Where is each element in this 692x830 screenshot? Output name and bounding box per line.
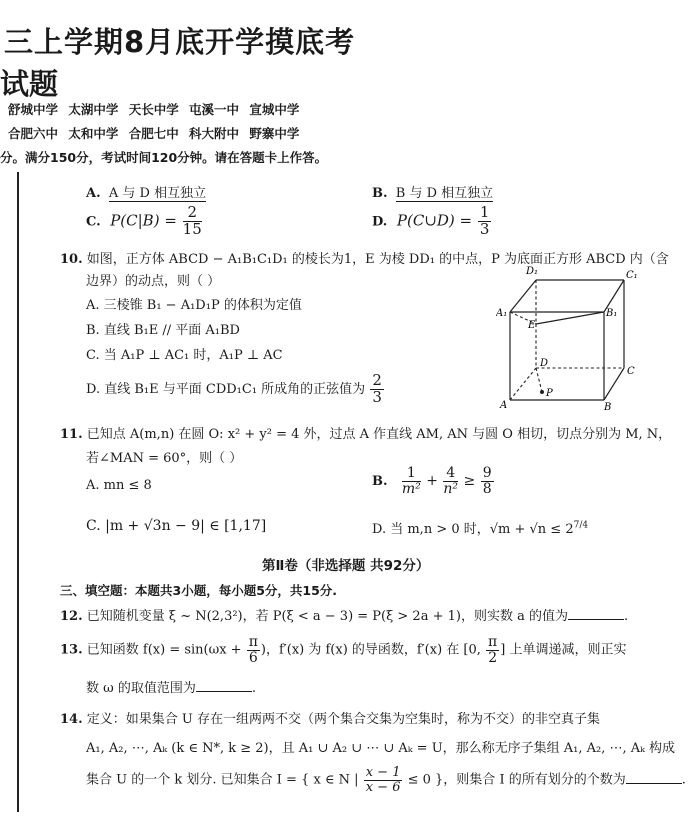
q9-option-c: C. P(C|B) = $\frac{2}{15}$ [86,203,202,238]
label-d1: D₁ [526,266,539,277]
schools-row-2: 合肥六中 太和中学 合肥七中 科大附中 野寨中学 [8,126,300,141]
q11-stem-line1: 11. 已知点 A(m,n) 在圆 O: x² + y² = 4 外，过点 A 作直线 AM, AN 与圆 O 相切，切点分别为 M, N， [60,427,672,442]
label-a: A [500,400,508,411]
label-e: E [528,320,536,331]
q11-option-c: C. |m + √3n − 9| ∈ [1,17] [86,518,267,534]
q14-line2: A₁, A₂, ⋯, Aₖ (k ∈ N*, k ≥ 2)，且 A₁ ∪ A₂ ∪ ⋯ ∪ Aₖ = U，那么称无序子集组 A₁, A₂, ⋯, Aₖ 构成 [86,741,676,756]
q10-stem-line2: 边界）的动点，则（ ） [86,274,221,289]
q10-option-c: C. 当 A₁P ⊥ AC₁ 时，A₁P ⊥ AC [86,348,283,363]
fill-blank-section-heading: 三、填空题：本题共3小题，每小题5分，共15分. [60,583,338,598]
q9-option-b: B. B 与 D 相互独立 [372,186,494,201]
q10-option-d: D. 直线 B₁E 与平面 CDD₁C₁ 所成角的正弦值为 $\frac{2}{3}$ [86,371,382,406]
segment-eb1 [536,312,604,324]
edge-a1d1 [510,280,536,312]
part2-title: 第Ⅱ卷（非选择题 共92分） [262,558,430,574]
segment-dp [536,368,542,392]
edge-ad [510,368,536,400]
q10-stem-line1: 10. 如图，正方体 ABCD − A₁B₁C₁D₁ 的棱长为1，E 为棱 DD₁ 的中点，P 为底面正方形 ABCD 内（含 [60,252,669,267]
schools-row-1: 舒城中学 太湖中学 天长中学 屯溪一中 宣城中学 [8,102,300,117]
q13-line1: 13. 已知函数 f(x) = sin(ωx + $\frac{\pi}{6}$ )，f′(x) 为 f(x) 的导函数，f′(x) 在 [0, $\frac{\pi}{2}$ ] 上单调递减，则正实 [60,634,627,666]
exam-note: 分。满分150分，考试时间120分钟。请在答题卡上作答。 [0,150,328,165]
q9-option-d: D. P(C∪D) = $\frac{1}{3}$ [372,203,490,238]
label-p: P [546,388,553,399]
point-p [540,390,544,394]
label-b1: B₁ [606,308,618,319]
label-c1: C₁ [626,270,638,281]
q12-answer-blank [568,607,624,620]
q9-option-a: A. A 与 D 相互独立 [86,186,207,201]
q14-line3: 集合 U 的一个 k 划分. 已知集合 I = { x ∈ N | $\frac{x - 1}{x - 6}$ ≤ 0 }，则集合 I 的所有划分的个数为 . [86,765,686,795]
q12: 12. 已知随机变量 ξ ~ N(2,3²)，若 P(ξ < a − 3) = P(ξ > 2a + 1)，则实数 a 的值为 . [60,609,629,624]
q14-answer-blank [626,771,682,784]
label-b: B [604,402,612,412]
margin-line [17,172,19,812]
q11-stem-line2: 若∠MAN = 60°，则（ ） [86,451,243,466]
label-a1: A₁ [496,308,508,319]
q13-line2: 数 ω 的取值范围为 . [86,681,257,696]
q10-option-b: B. 直线 B₁E // 平面 A₁BD [86,323,240,338]
q11-option-b: B. $\frac{1}{\text{m²}}$ + $\frac{4}{\text{n²}}$ ≥ $\frac{9}{8}$ [372,465,492,497]
edge-bc [604,368,624,400]
q10-option-a: A. 三棱锥 B₁ − A₁D₁P 的体积为定值 [86,298,302,313]
label-d: D [540,358,549,369]
label-c: C [627,366,635,377]
q13-answer-blank [196,679,252,692]
exam-subtitle: 试题 [0,67,59,101]
cube-figure [496,262,646,412]
q11-option-d: D. 当 m,n > 0 时，$√m + √n \le 2^{7/4}$ [372,520,589,537]
exam-title: 三上学期8月底开学摸底考 [4,25,356,59]
q11-option-a: A. mn ≤ 8 [86,478,152,493]
q14-line1: 14. 定义：如果集合 U 存在一组两两不交（两个集合交集为空集时，称为不交）的非空真子集 [60,712,600,727]
